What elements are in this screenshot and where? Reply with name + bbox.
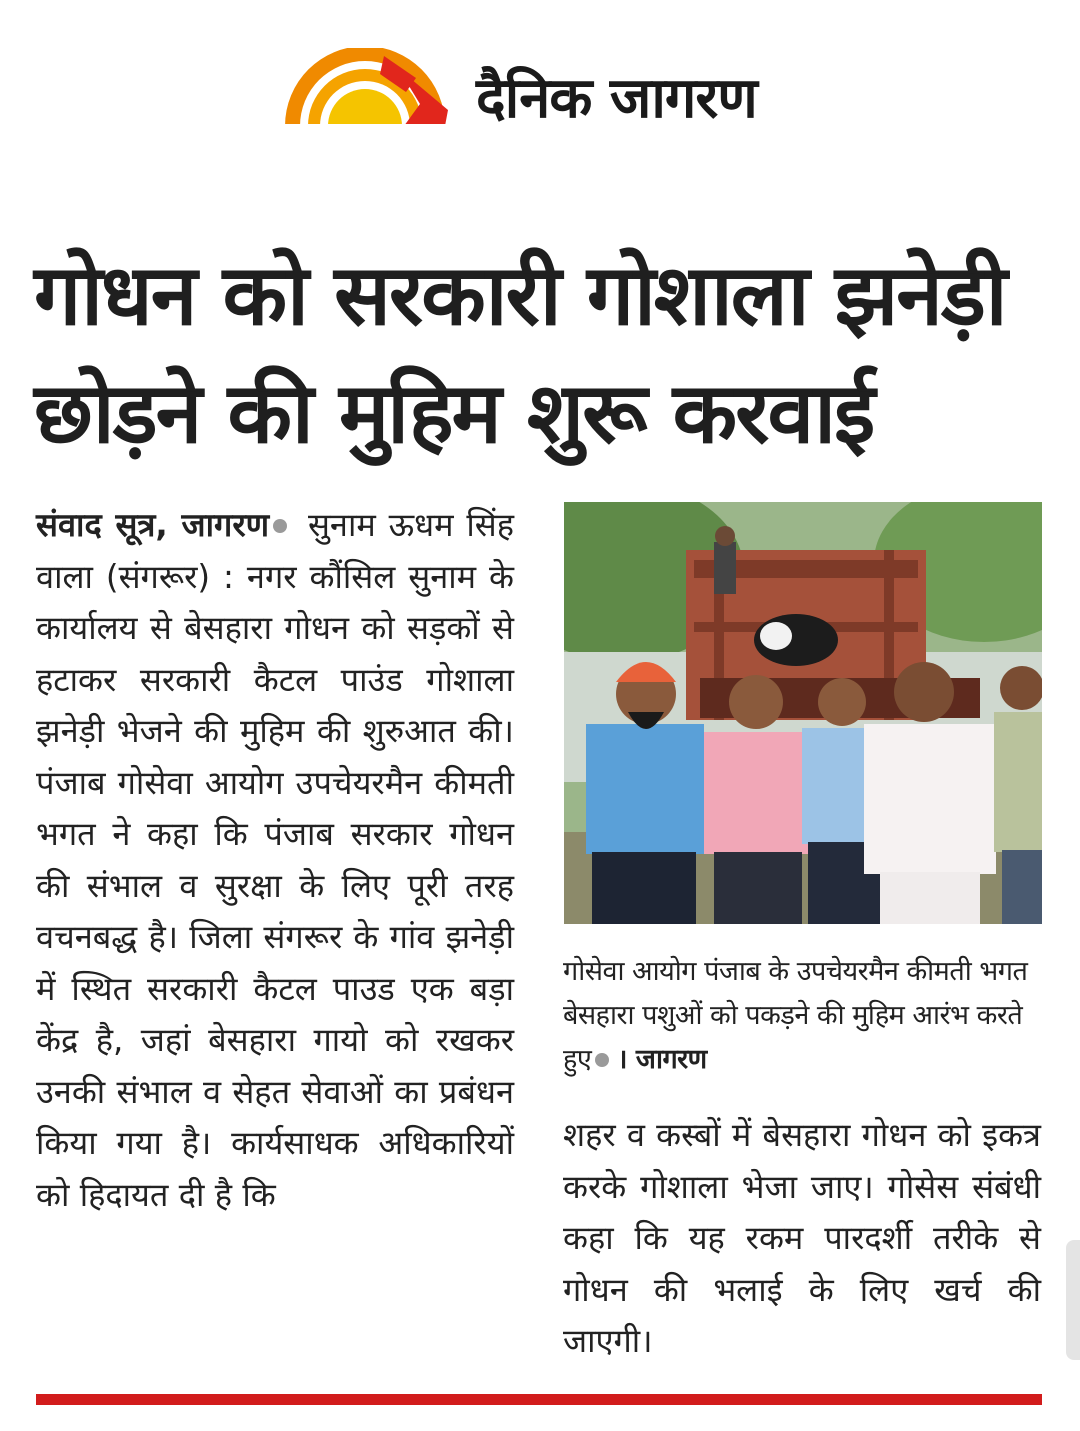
bottom-accent-rule — [36, 1394, 1042, 1405]
photo-caption — [563, 950, 1043, 1082]
headline-line-1: गोधन को सरकारी गोशाला झनेड़ी — [34, 246, 1006, 344]
left-column-text: सुनाम ऊधम सिंह वाला (संगरूर) : नगर कौंसिल सुनाम के कार्यालय से बेसहारा गोधन को सड़कों से हटाकर सरकारी कैटल पाउंड गोशाला झनेड़ी भेजने की मुहिम की शुरुआत की। पंजाब गोसेवा आयोग उपचेयरमैन कीमती भगत ने कहा कि पंजाब सरकार गोधन की संभाल व सुरक्षा के लिए पूरी तरह वचनबद्ध है। जिला संगरूर के गांव झनेड़ी में स्थित सरकारी कैटल पाउड एक बड़ा केंद्र है, जहां बेसहारा गायो को रखकर उनकी संभाल व सेहत सेवाओं का प्रबंधन किया गया है। कार्यसाधक अधिकारियों को हिदायत दी है कि — [36, 506, 514, 1214]
byline: संवाद सूत्र, जागरण — [36, 506, 270, 544]
article-photo — [564, 502, 1042, 924]
sunrise-logo-icon — [280, 48, 450, 128]
photo-credit: । जागरण — [617, 1044, 707, 1075]
page-edge-shadow — [1066, 1240, 1080, 1360]
bullet-dot-icon — [273, 519, 287, 533]
article-right-column — [563, 1110, 1041, 1368]
masthead — [0, 0, 1080, 170]
right-column-text: शहर व कस्बों में बेसहारा गोधन को इकत्र करके गोशाला भेजा जाए। गोसेस संबंधी कहा कि यह रकम पारदर्शी तरीके से गोधन की भलाई के लिए खर्च की जाएगी। — [563, 1116, 1041, 1360]
newspaper-brand-name: दैनिक जागरण — [476, 66, 757, 131]
group-photo-illustration — [564, 502, 1042, 924]
article-headline — [34, 236, 1044, 472]
bullet-dot-icon — [595, 1053, 609, 1067]
headline-line-2: छोड़ने की मुहिम शुरू करवाई — [34, 364, 874, 462]
article-left-column — [36, 500, 514, 1221]
photo-caption-text: गोसेवा आयोग पंजाब के उपचेयरमैन कीमती भगत बेसहारा पशुओं को पकड़ने की मुहिम आरंभ करते हुए — [563, 956, 1028, 1075]
